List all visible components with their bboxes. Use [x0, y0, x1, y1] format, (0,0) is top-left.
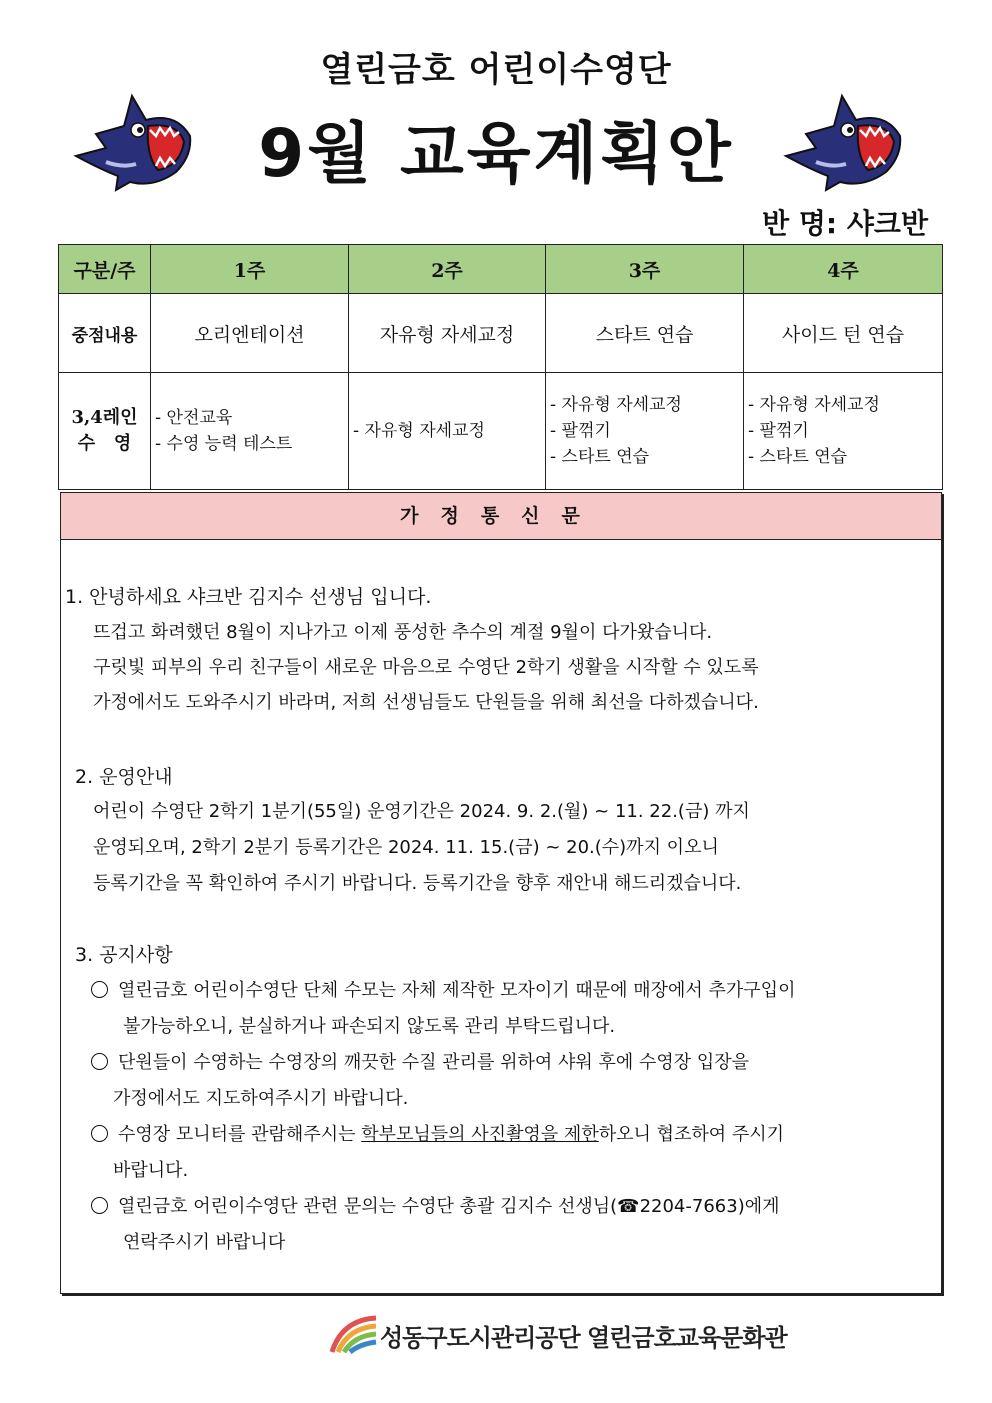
notice-text: 열린금호 어린이수영단 단체 수모는 자체 제작한 모자이기 때문에 매장에서 추가구입이: [118, 980, 796, 1001]
education-plan-table: [58, 244, 943, 490]
focus-cell: 사이드 턴 연습: [744, 294, 943, 373]
list-item: - 팔꺾기: [550, 418, 743, 444]
paragraph-line: 등록기간을 꼭 확인하여 주시기 바랍니다. 등록기간을 향후 재안내 해드리겠습니다.: [93, 873, 742, 894]
newsletter-box: [60, 492, 942, 1294]
circle-bullet-icon: [91, 1125, 108, 1142]
notice-text: 하오니 협조하여 주시기: [598, 1124, 785, 1145]
notice-text: 열린금호 어린이수영단 관련 문의는 수영단 총괄 김지수 선생님(☎2204-7663)에게: [118, 1196, 780, 1217]
list-item: - 스타트 연습: [550, 444, 743, 470]
corner-cell: 구분/주: [59, 245, 151, 294]
row-label: 중점내용: [59, 294, 151, 373]
notice-text: 연락주시기 바랍니다: [123, 1232, 286, 1253]
notice-item: [91, 1120, 784, 1146]
circle-bullet-icon: [91, 1053, 108, 1070]
paragraph-line: 뜨겁고 화려했던 8월이 지나가고 이제 풍성한 추수의 계절 9월이 다가왔습니다.: [93, 622, 713, 643]
paragraph-line: 어린이 수영단 2학기 1분기(55일) 운영기간은 2024. 9. 2.(월) ~ 11. 22.(금) 까지: [93, 801, 750, 822]
circle-bullet-icon: [91, 981, 108, 998]
notice-item: [91, 1192, 780, 1218]
section-title: 3. 공지사항: [75, 944, 173, 966]
shark-icon: [776, 86, 906, 196]
lane-cell: [744, 373, 943, 490]
table-header-row: [59, 245, 943, 294]
shark-icon: [66, 86, 196, 196]
lane-cell: [546, 373, 744, 490]
circle-bullet-icon: [91, 1197, 108, 1214]
notice-text: 바랍니다.: [113, 1160, 189, 1181]
notice-item: [91, 1048, 749, 1074]
list-item: - 안전교육: [155, 405, 348, 431]
focus-cell: 자유형 자세교정: [349, 294, 546, 373]
footer-org-name: 성동구도시관리공단 열린금호교육문화관: [380, 1324, 787, 1352]
notice-text: 가정에서도 지도하여주시기 바랍니다.: [113, 1088, 409, 1109]
list-item: - 팔꺾기: [748, 418, 942, 444]
notice-text: 불가능하오니, 분실하거나 파손되지 않도록 관리 부탁드립니다.: [123, 1016, 616, 1037]
paragraph-line: 운영되오며, 2학기 2분기 등록기간은 2024. 11. 15.(금) ~ 20.(수)까지 이오니: [93, 837, 719, 858]
table-row: [59, 373, 943, 490]
week-header: 2주: [349, 245, 546, 294]
week-header: 1주: [151, 245, 349, 294]
paragraph-line: 구릿빛 피부의 우리 친구들이 새로운 마음으로 수영단 2학기 생활을 시작할 수 있도록: [93, 657, 759, 678]
focus-cell: 스타트 연습: [546, 294, 744, 373]
footer-logo: [328, 1310, 787, 1360]
row-label-line: 수 영: [77, 433, 132, 454]
paragraph-line: 가정에서도 도와주시기 바라며, 저희 선생님들도 단원들을 위해 최선을 다하겠습니다.: [93, 692, 759, 713]
table-row: [59, 294, 943, 373]
page-title: 9월 교육계획안: [258, 115, 734, 192]
list-item: - 자유형 자세교정: [550, 392, 743, 418]
list-item: - 수영 능력 테스트: [155, 431, 348, 457]
section-title: 2. 운영안내: [75, 766, 173, 788]
notice-emphasis: 학부모님들의 사진촬영을 제한: [361, 1124, 599, 1145]
list-item: - 자유형 자세교정: [748, 392, 942, 418]
list-item: - 스타트 연습: [748, 444, 942, 470]
notice-text: 수영장 모니터를 관람해주시는: [118, 1124, 362, 1145]
notice-item: [91, 976, 795, 1002]
row-label: [59, 373, 151, 490]
class-name: 반 명: 샤크반: [762, 207, 928, 240]
newsletter-title: 가정통신문: [61, 493, 941, 540]
lane-cell: [349, 373, 546, 490]
list-item: - 자유형 자세교정: [353, 418, 545, 444]
notice-text: 단원들이 수영하는 수영장의 깨끗한 수질 관리를 위하여 샤워 후에 수영장 입장을: [118, 1052, 750, 1073]
org-title: 열린금호 어린이수영단: [320, 50, 672, 90]
rainbow-logo-icon: [328, 1312, 380, 1356]
section-title: 1. 안녕하세요 샤크반 김지수 선생님 입니다.: [65, 586, 432, 608]
lane-cell: [151, 373, 349, 490]
row-label-line: 3,4레인: [71, 407, 138, 428]
week-header: 4주: [744, 245, 943, 294]
focus-cell: 오리엔테이션: [151, 294, 349, 373]
week-header: 3주: [546, 245, 744, 294]
